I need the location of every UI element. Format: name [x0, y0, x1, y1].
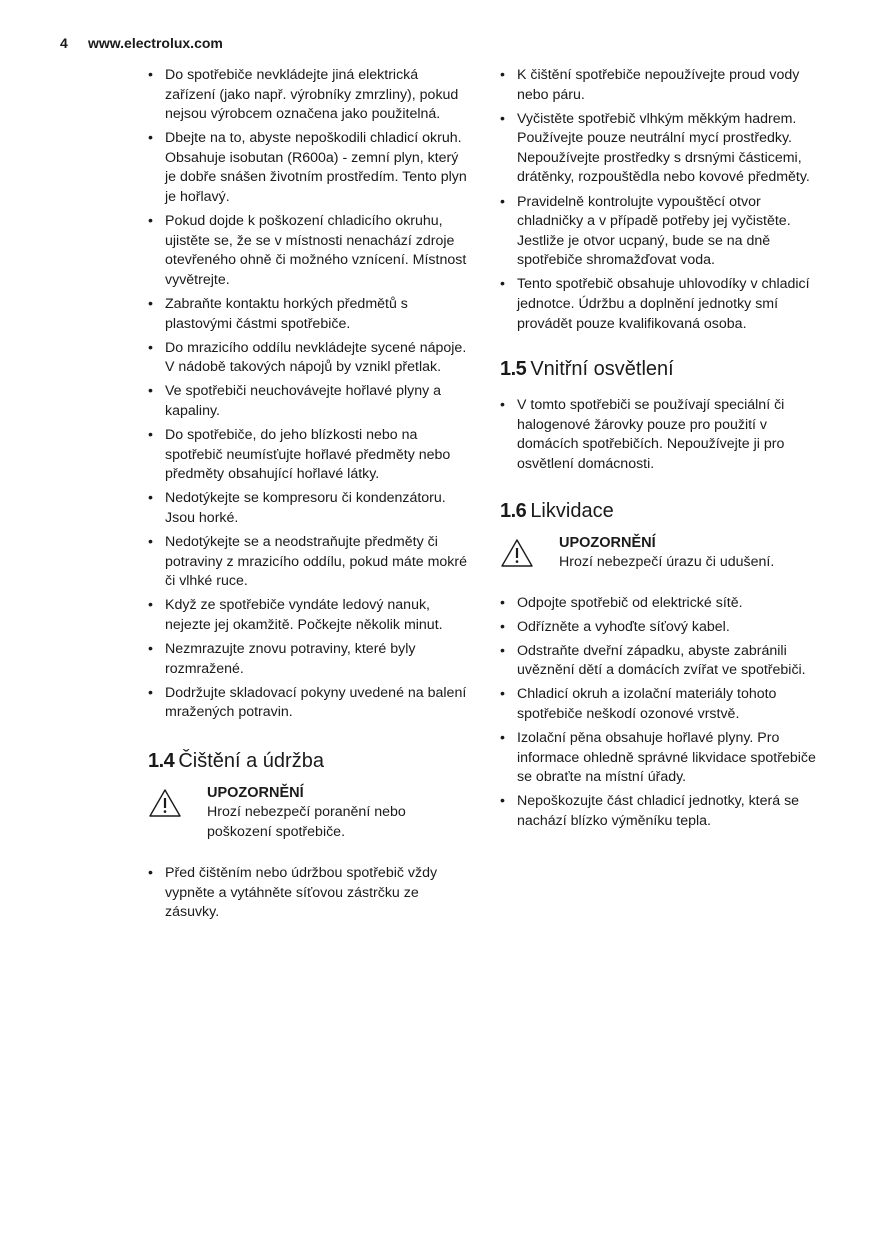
- list-item: • Před čištěním nebo údržbou spotřebič vždy vypněte a vytáhněte síťovou zástrčku ze zásuvky.: [148, 864, 468, 923]
- list-item: • Ve spotřebiči neuchovávejte hořlavé plyny a kapaliny.: [148, 382, 468, 421]
- page-header: [60, 35, 223, 51]
- list-item: • Nezmrazujte znovu potraviny, které byly rozmražené.: [148, 640, 468, 679]
- list-item: • Nedotýkejte se a neodstraňujte předměty či potraviny z mrazicího oddílu, pokud máte mokré či vlhké ruce.: [148, 533, 468, 592]
- section-number: 1.4: [148, 749, 175, 772]
- warning-text: Hrozí nebezpečí poranění nebo poškození spotřebiče.: [207, 803, 406, 840]
- list-item: • Pokud dojde k poškození chladicího okruhu, ujistěte se, že se v místnosti nenachází zdroje otevřeného ohně či možného vznícení. Místnost vyvětrejte.: [148, 212, 468, 290]
- list-item: • Tento spotřebič obsahuje uhlovodíky v chladicí jednotce. Údržbu a doplnění jednotky smí provádět pouze kvalifikovaná osoba.: [500, 275, 822, 334]
- warning-triangle-icon: [500, 538, 534, 568]
- warning-title: UPOZORNĚNÍ: [207, 784, 304, 801]
- section-heading-disposal: [500, 498, 822, 524]
- list-item: • Vyčistěte spotřebič vlhkým měkkým hadrem. Používejte pouze neutrální mycí prostředky. Nepoužívejte prostředky s drsnými částicemi, drátěnky, rozpouštědla nebo kovové předměty.: [500, 110, 822, 188]
- cleaning-list: [148, 864, 468, 923]
- section-number: 1.5: [500, 358, 527, 381]
- list-item: • K čištění spotřebiče nepoužívejte proud vody nebo páru.: [500, 66, 822, 105]
- list-item: • Zabraňte kontaktu horkých předmětů s plastovými částmi spotřebiče.: [148, 295, 468, 334]
- list-item: • Do mrazicího oddílu nevkládejte sycené nápoje. V nádobě takových nápojů by vznikl přetlak.: [148, 339, 468, 378]
- section-heading-cleaning: [148, 748, 468, 774]
- section-title: Čištění a údržba: [178, 749, 324, 772]
- left-column: [148, 66, 468, 927]
- cleaning-list-continued: [500, 66, 822, 334]
- warning-box: [500, 534, 822, 574]
- page-number: 4: [60, 35, 68, 51]
- list-item: • Chladicí okruh a izolační materiály tohoto spotřebiče neškodí ozonové vrstvě.: [500, 685, 822, 724]
- list-item: • V tomto spotřebiči se používají speciální či halogenové žárovky pouze pro použití v domácích spotřebičích. Nepoužívejte ji pro osvětlení domácnosti.: [500, 396, 822, 474]
- list-item: • Dodržujte skladovací pokyny uvedené na balení mražených potravin.: [148, 684, 468, 723]
- section-heading-lighting: [500, 356, 822, 382]
- site-url[interactable]: www.electrolux.com: [88, 35, 223, 51]
- section-number: 1.6: [500, 499, 527, 522]
- list-item: • Do spotřebiče nevkládejte jiná elektrická zařízení (jako např. výrobníky zmrzliny), pokud nejsou výrobcem označena jako použitelná.: [148, 66, 468, 125]
- list-item: • Odpojte spotřebič od elektrické sítě.: [500, 594, 822, 614]
- list-item: • Pravidelně kontrolujte vypouštěcí otvor chladničky a v případě potřeby jej vyčistěte. Jestliže je otvor ucpaný, bude se na dně spotřebiče shromažďovat voda.: [500, 193, 822, 271]
- list-item: • Nedotýkejte se kompresoru či kondenzátoru. Jsou horké.: [148, 489, 468, 528]
- right-column: [500, 66, 822, 836]
- disposal-list: [500, 594, 822, 832]
- section-title: Vnitřní osvětlení: [530, 358, 674, 381]
- list-item: • Odřízněte a vyhoďte síťový kabel.: [500, 618, 822, 638]
- lighting-list: [500, 396, 822, 474]
- warning-triangle-icon: [148, 788, 182, 818]
- warning-box: [148, 784, 468, 842]
- list-item: • Odstraňte dveřní západku, abyste zabránili uvěznění dětí a domácích zvířat ve spotřebiči.: [500, 642, 822, 681]
- list-item: • Do spotřebiče, do jeho blízkosti nebo na spotřebič neumísťujte hořlavé předměty nebo předměty obsahující hořlavé látky.: [148, 426, 468, 485]
- list-item: • Izolační pěna obsahuje hořlavé plyny. Pro informace ohledně správné likvidace spotřebiče se obraťte na místní úřady.: [500, 729, 822, 788]
- warning-title: UPOZORNĚNÍ: [559, 534, 656, 551]
- section-title: Likvidace: [530, 499, 614, 522]
- safety-list: [148, 66, 468, 723]
- list-item: • Když ze spotřebiče vyndáte ledový nanuk, nejezte jej okamžitě. Počkejte několik minut.: [148, 596, 468, 635]
- list-item: • Dbejte na to, abyste nepoškodili chladicí okruh. Obsahuje isobutan (R600a) - zemní plyn, který je dobře snášen životním prostředím. Tento plyn je hořlavý.: [148, 129, 468, 207]
- warning-text: Hrozí nebezpečí úrazu či udušení.: [559, 553, 775, 570]
- list-item: • Nepoškozujte část chladicí jednotky, která se nachází blízko výměníku tepla.: [500, 792, 822, 831]
